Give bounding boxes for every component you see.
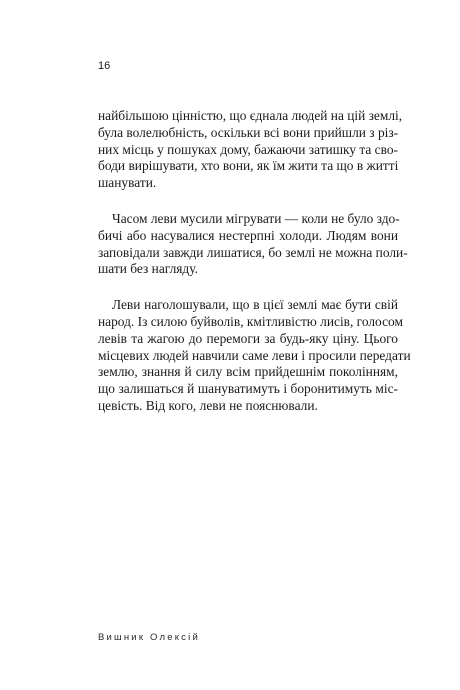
body-text bbox=[98, 108, 411, 434]
text-line: що залишаться й шануватимуть і боронитимуть міс- bbox=[98, 381, 398, 397]
text-line: Часом леви мусили мігрувати — коли не було здо- bbox=[112, 210, 400, 226]
text-line: цевість. Від кого, леви не пояснювали. bbox=[98, 397, 318, 413]
text-line: заповідали завжди лишатися, бо землі не можна поли- bbox=[98, 244, 408, 260]
text-line: левів та жагою до перемоги за будь-яку ціну. Цього bbox=[98, 330, 398, 346]
text-line: землю, знання й силу всім прийдешнім поколінням, bbox=[98, 364, 398, 380]
paragraph-3 bbox=[98, 297, 411, 415]
text-line: шанувати. bbox=[98, 175, 157, 191]
text-line: шати без нагляду. bbox=[98, 261, 198, 277]
paragraph-2 bbox=[98, 210, 408, 278]
footer-author: Вишник Олексій bbox=[98, 632, 200, 643]
text-line: Леви наголошували, що в цієї землі має бути свій bbox=[112, 297, 398, 313]
text-line: місцевих людей навчили саме леви і просили передати bbox=[98, 347, 411, 363]
text-line: народ. Із силою буйволів, кмітливістю лисів, голосом bbox=[98, 313, 403, 329]
text-line: боди вирішувати, хто вони, як їм жити та що в житті bbox=[98, 158, 399, 174]
text-line: найбільшою цінністю, що єднала людей на цій землі, bbox=[98, 108, 403, 123]
text-line: бичі або насувалися нестерпні холоди. Людям вони bbox=[98, 227, 398, 243]
text-line: була волелюбність, оскільки всі вони прийшли з різ- bbox=[98, 124, 399, 140]
text-line: них місць у пошуках дому, бажаючи затишку та сво- bbox=[98, 141, 399, 157]
page-number: 16 bbox=[98, 60, 111, 72]
paragraph-1 bbox=[98, 108, 403, 192]
